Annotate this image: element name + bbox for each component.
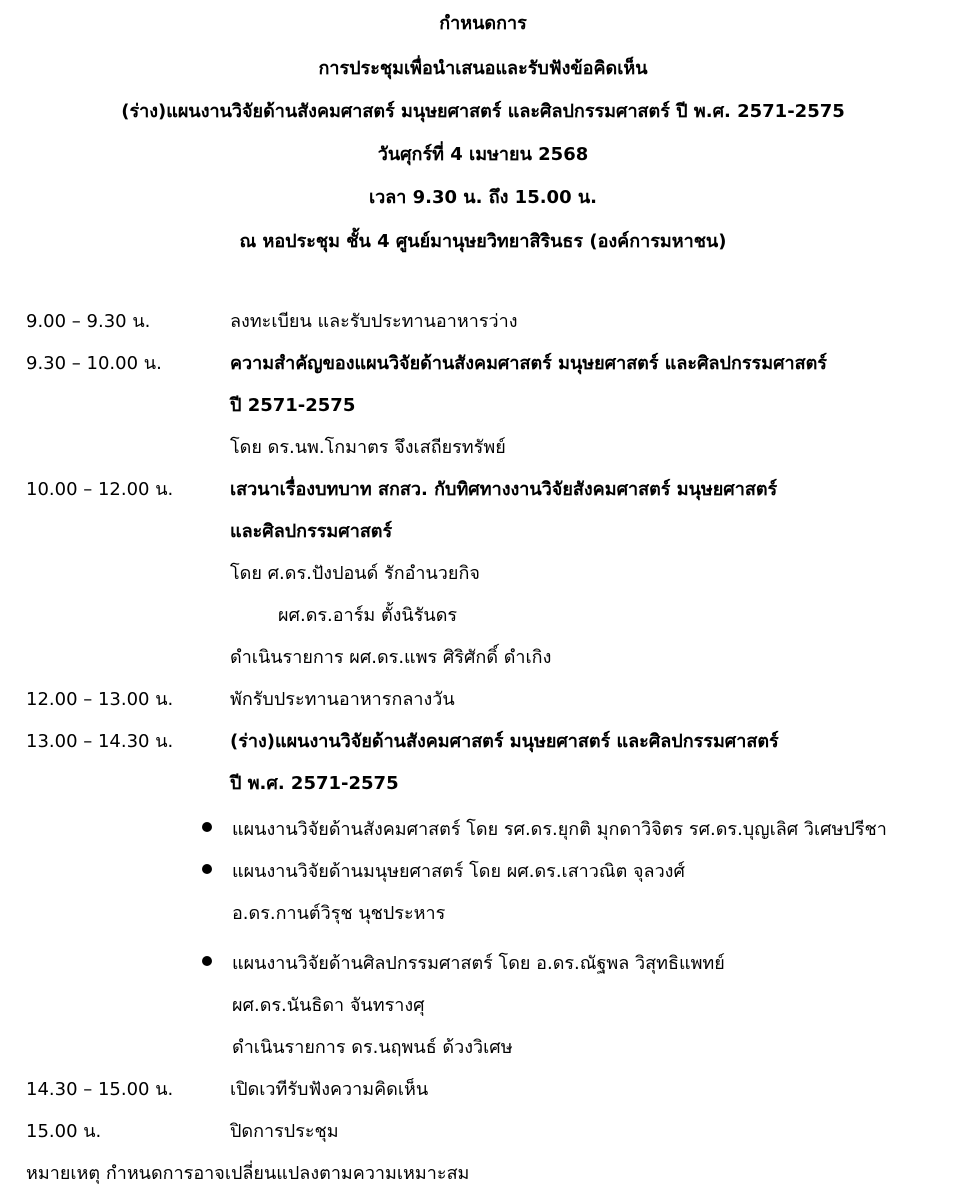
moderator: ดำเนินรายการ ผศ.ดร.แพร ศิริศักดิ์ ดำเกิง [230,647,552,668]
moderator: ดำเนินรายการ ดร.นฤพนธ์ ด้วงวิเศษ [232,1037,513,1058]
bullet-icon [202,956,212,966]
session-title-cont: ปี พ.ศ. 2571-2575 [230,773,399,794]
sub-item: แผนงานวิจัยด้านสังคมศาสตร์ โดย รศ.ดร.ยุกติ มุกดาวิจิตร รศ.ดร.บุญเลิศ วิเศษปรีชา [232,819,887,840]
speaker: โดย ศ.ดร.ปังปอนด์ รักอำนวยกิจ [230,563,480,584]
session-title: พักรับประทานอาหารกลางวัน [230,689,455,710]
bullet-icon [202,822,212,832]
session-title: เปิดเวทีรับฟังความคิดเห็น [230,1079,429,1100]
speaker: ผศ.ดร.อาร์ม ตั้งนิรันดร [278,605,458,626]
session-title-cont: ปี 2571-2575 [230,395,356,416]
session-title-cont: และศิลปกรรมศาสตร์ [230,521,393,542]
time-slot: 10.00 – 12.00 น. [26,479,174,500]
time-slot: 15.00 น. [26,1121,102,1142]
time-slot: 14.30 – 15.00 น. [26,1079,174,1100]
footnote: หมายเหตุ กำหนดการอาจเปลี่ยนแปลงตามความเหมาะสม [26,1163,470,1184]
speaker: โดย ดร.นพ.โกมาตร จึงเสถียรทรัพย์ [230,437,506,458]
sub-item-cont: ผศ.ดร.นันธิดา จันทรางศุ [232,995,425,1016]
sub-item-cont: อ.ดร.กานต์วิรุช นุชประหาร [232,903,446,924]
sub-item: แผนงานวิจัยด้านศิลปกรรมศาสตร์ โดย อ.ดร.ณัฐพล วิสุทธิแพทย์ [232,953,725,974]
session-title: (ร่าง)แผนงานวิจัยด้านสังคมศาสตร์ มนุษยศาสตร์ และศิลปกรรมศาสตร์ [230,731,779,752]
header-subtitle: การประชุมเพื่อนำเสนอและรับฟังข้อคิดเห็น [318,58,648,79]
header-time: เวลา 9.30 น. ถึง 15.00 น. [368,187,598,208]
header-plan-title: (ร่าง)แผนงานวิจัยด้านสังคมศาสตร์ มนุษยศาสตร์ และศิลปกรรมศาสตร์ ปี พ.ศ. 2571-2575 [121,101,845,122]
header-title: กำหนดการ [439,13,527,34]
bullet-icon [202,864,212,874]
time-slot: 9.00 – 9.30 น. [26,311,151,332]
session-title: ลงทะเบียน และรับประทานอาหารว่าง [230,311,518,332]
session-title: เสวนาเรื่องบทบาท สกสว. กับทิศทางงานวิจัยสังคมศาสตร์ มนุษยศาสตร์ [230,479,778,500]
time-slot: 12.00 – 13.00 น. [26,689,174,710]
time-slot: 9.30 – 10.00 น. [26,353,162,374]
header-date: วันศุกร์ที่ 4 เมษายน 2568 [377,144,589,165]
time-slot: 13.00 – 14.30 น. [26,731,174,752]
header-venue: ณ หอประชุม ชั้น 4 ศูนย์มานุษยวิทยาสิรินธร (องค์การมหาชน) [239,231,727,252]
session-title: ความสำคัญของแผนวิจัยด้านสังคมศาสตร์ มนุษยศาสตร์ และศิลปกรรมศาสตร์ [230,353,827,374]
sub-item: แผนงานวิจัยด้านมนุษยศาสตร์ โดย ผศ.ดร.เสาวณิต จุลวงศ์ [232,861,685,882]
session-title: ปิดการประชุม [230,1121,339,1142]
